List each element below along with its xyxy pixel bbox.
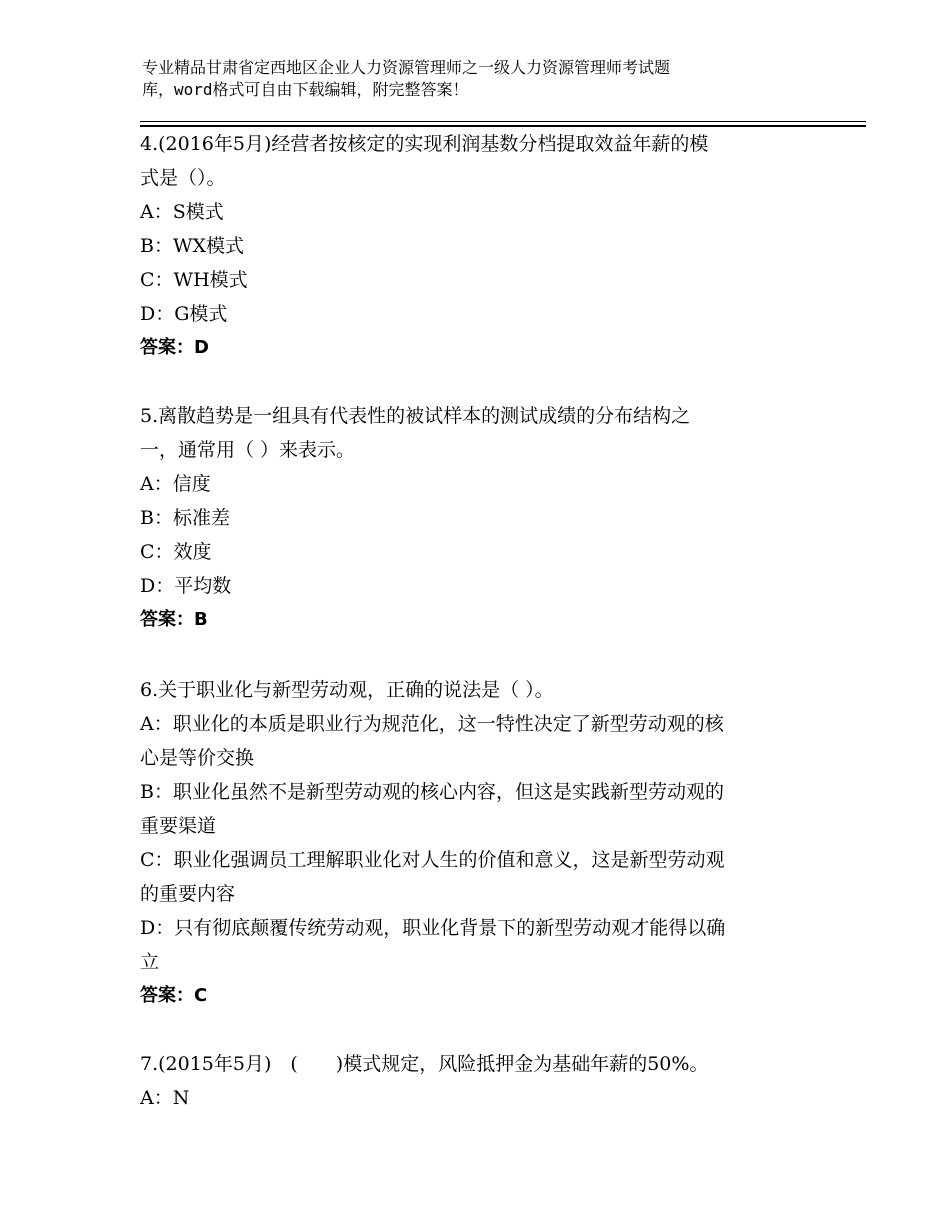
option-a: A：职业化的本质是职业行为规范化，这一特性决定了新型劳动观的核	[140, 713, 724, 735]
question-text: 5.离散趋势是一组具有代表性的被试样本的测试成绩的分布结构之	[140, 405, 691, 427]
option-c-continued: 的重要内容	[140, 883, 236, 905]
option-c: C：WH模式	[140, 269, 248, 291]
option-d-continued: 立	[140, 951, 160, 973]
option-d: D：平均数	[140, 575, 232, 597]
answer: 答案：C	[140, 985, 208, 1006]
option-b: B：职业化虽然不是新型劳动观的核心内容，但这是实践新型劳动观的	[140, 781, 724, 803]
option-c: C：效度	[140, 541, 212, 563]
question-text: 7.(2015年5月) ( )模式规定，风险抵押金为基础年薪的50%。	[140, 1053, 709, 1075]
question-text: 6.关于职业化与新型劳动观，正确的说法是（ ）。	[140, 679, 554, 701]
option-d: D：G模式	[140, 303, 228, 325]
question-4	[140, 127, 810, 365]
question-text: 式是（）。	[140, 167, 226, 189]
header-line-2: 库，word格式可自由下载编辑，附完整答案！	[142, 80, 469, 99]
option-a: A：信度	[140, 473, 211, 495]
document-header	[142, 57, 802, 101]
option-d: D：只有彻底颠覆传统劳动观，职业化背景下的新型劳动观才能得以确	[140, 917, 726, 939]
answer: 答案：D	[140, 337, 209, 358]
option-b: B：WX模式	[140, 235, 245, 257]
header-divider-thin	[140, 121, 866, 122]
option-b-continued: 重要渠道	[140, 815, 217, 837]
question-5	[140, 399, 810, 637]
question-text: 一，通常用（ ）来表示。	[140, 439, 356, 461]
option-c: C：职业化强调员工理解职业化对人生的价值和意义，这是新型劳动观	[140, 849, 725, 871]
option-a: A：S模式	[140, 201, 224, 223]
question-6	[140, 673, 810, 1013]
answer: 答案：B	[140, 609, 208, 630]
question-text: 4.(2016年5月)经营者按核定的实现利润基数分档提取效益年薪的模	[140, 133, 709, 155]
question-7	[140, 1047, 810, 1115]
option-b: B：标准差	[140, 507, 230, 529]
option-a: A：N	[140, 1087, 190, 1109]
header-line-1: 专业精品甘肃省定西地区企业人力资源管理师之一级人力资源管理师考试题	[142, 58, 671, 77]
option-a-continued: 心是等价交换	[140, 747, 255, 769]
